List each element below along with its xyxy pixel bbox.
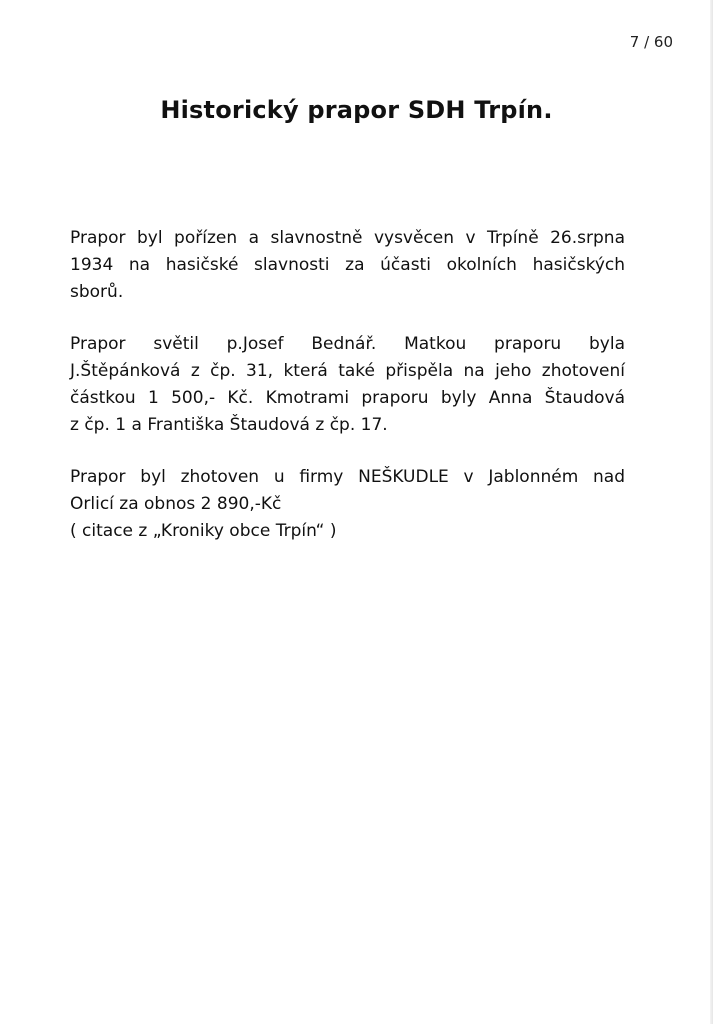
- paragraph-sponsors: [70, 331, 625, 439]
- page-number: 7 / 60: [629, 33, 673, 51]
- paragraph-line: Orlicí za obnos 2 890,-Kč: [70, 494, 282, 514]
- paragraph-line: sborů.: [70, 282, 124, 302]
- paragraph-line: J.Štěpánková z čp. 31, která také přispěla na jeho zhotovení: [70, 361, 625, 381]
- paragraph-line: z čp. 1 a Františka Štaudová z čp. 17.: [70, 415, 388, 435]
- paragraph-line: 1934 na hasičské slavnosti za účasti okolních hasičských: [70, 255, 625, 275]
- paragraph-line: Prapor světil p.Josef Bednář. Matkou praporu byla: [70, 334, 625, 354]
- document-body: [70, 225, 625, 570]
- paragraph-line: částkou 1 500,- Kč. Kmotrami praporu byly Anna Štaudová: [70, 388, 625, 408]
- paragraph-line: Prapor byl pořízen a slavnostně vysvěcen v Trpíně 26.srpna: [70, 228, 625, 248]
- citation-line: ( citace z „Kroniky obce Trpín“ ): [70, 521, 337, 541]
- paragraph-manufacturer: [70, 464, 625, 545]
- paragraph-consecration: [70, 225, 625, 306]
- paragraph-line: Prapor byl zhotoven u firmy NEŠKUDLE v Jablonném nad: [70, 467, 625, 487]
- page-title: Historický prapor SDH Trpín.: [160, 96, 553, 124]
